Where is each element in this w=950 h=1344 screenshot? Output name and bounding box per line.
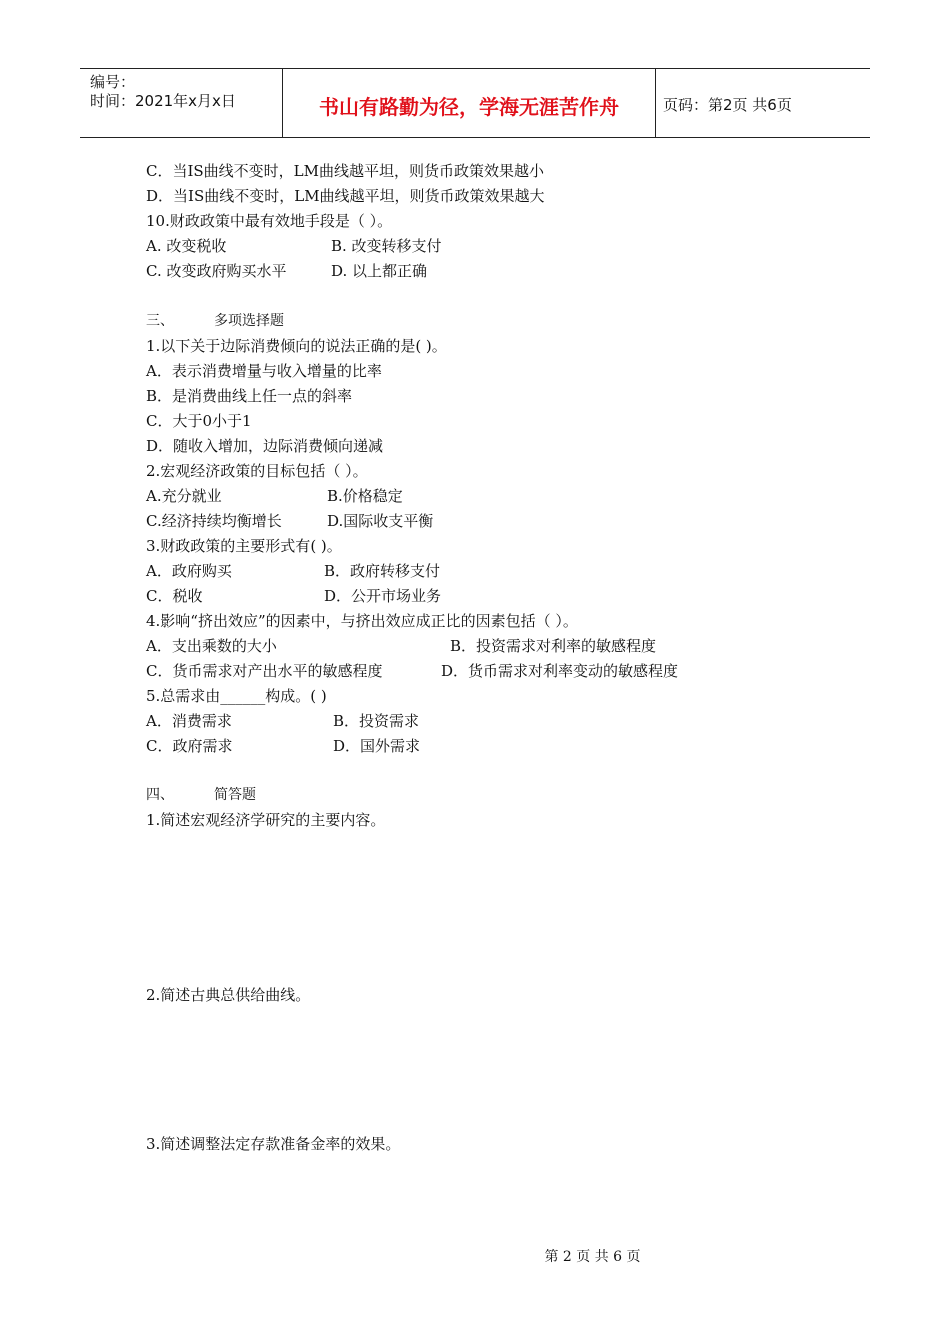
page-label: 页码：第2页 共6页 <box>663 96 792 114</box>
s3-q2-option-a: A.充分就业 <box>146 487 222 505</box>
s4-q2: 2.简述古典总供给曲线。 <box>146 986 311 1004</box>
q10-option-b: B. 改变转移支付 <box>331 237 442 255</box>
s3-q5-option-b: B．投资需求 <box>333 712 420 730</box>
s3-q3-option-a: A．政府购买 <box>146 562 232 580</box>
section-3-title: 多项选择题 <box>214 313 284 329</box>
q10-option-a: A. 改变税收 <box>146 237 227 255</box>
s3-q2-option-b: B.价格稳定 <box>327 487 403 505</box>
q10-stem: 10.财政政策中最有效地手段是（ ）。 <box>146 212 393 230</box>
s3-q4-option-d: D．货币需求对利率变动的敏感程度 <box>441 662 679 680</box>
s3-q1-option-b: B．是消费曲线上任一点的斜率 <box>146 387 353 405</box>
q9-option-d: D．当IS曲线不变时，LM曲线越平坦，则货币政策效果越大 <box>146 187 545 205</box>
date-label: 时间：2021年x月x日 <box>90 92 236 110</box>
s3-q5-stem: 5.总需求由______构成。( ) <box>146 687 327 705</box>
s3-q5-option-d: D．国外需求 <box>333 737 421 755</box>
section-4-title: 简答题 <box>214 787 256 803</box>
s3-q1-option-d: D．随收入增加，边际消费倾向递减 <box>146 437 384 455</box>
serial-label: 编号： <box>90 73 136 91</box>
section-4-heading <box>146 785 256 805</box>
s3-q1-stem: 1.以下关于边际消费倾向的说法正确的是( )。 <box>146 337 447 355</box>
s3-q4-option-c: C．货币需求对产出水平的敏感程度 <box>146 662 383 680</box>
s3-q5-option-a: A．消费需求 <box>146 712 232 730</box>
s3-q1-option-a: A．表示消费增量与收入增量的比率 <box>146 362 382 380</box>
q10-option-c: C. 改变政府购买水平 <box>146 262 287 280</box>
s3-q3-option-d: D．公开市场业务 <box>324 587 442 605</box>
q10-option-d: D. 以上都正确 <box>331 262 428 280</box>
s3-q2-stem: 2.宏观经济政策的目标包括（ ）。 <box>146 462 368 480</box>
section-4-number: 四、 <box>146 787 174 803</box>
s4-q3: 3.简述调整法定存款准备金率的效果。 <box>146 1135 401 1153</box>
page-footer: 第 2 页 共 6 页 <box>544 1249 641 1265</box>
s3-q4-stem: 4.影响“挤出效应”的因素中，与挤出效应成正比的因素包括（ ）。 <box>146 612 578 630</box>
motto: 书山有路勤为径，学海无涯苦作舟 <box>319 95 619 119</box>
s3-q3-stem: 3.财政政策的主要形式有( )。 <box>146 537 342 555</box>
q9-option-c: C．当IS曲线不变时，LM曲线越平坦，则货币政策效果越小 <box>146 162 545 180</box>
s3-q3-option-c: C．税收 <box>146 587 203 605</box>
s3-q4-option-b: B．投资需求对利率的敏感程度 <box>450 637 657 655</box>
s3-q1-option-c: C．大于0小于1 <box>146 412 252 430</box>
section-3-heading <box>146 311 284 331</box>
section-3-number: 三、 <box>146 313 174 329</box>
s3-q5-option-c: C．政府需求 <box>146 737 233 755</box>
s4-q1: 1.简述宏观经济学研究的主要内容。 <box>146 811 386 829</box>
s3-q2-option-d: D.国际收支平衡 <box>327 512 434 530</box>
s3-q4-option-a: A．支出乘数的大小 <box>146 637 277 655</box>
s3-q3-option-b: B．政府转移支付 <box>324 562 441 580</box>
s3-q2-option-c: C.经济持续均衡增长 <box>146 512 282 530</box>
